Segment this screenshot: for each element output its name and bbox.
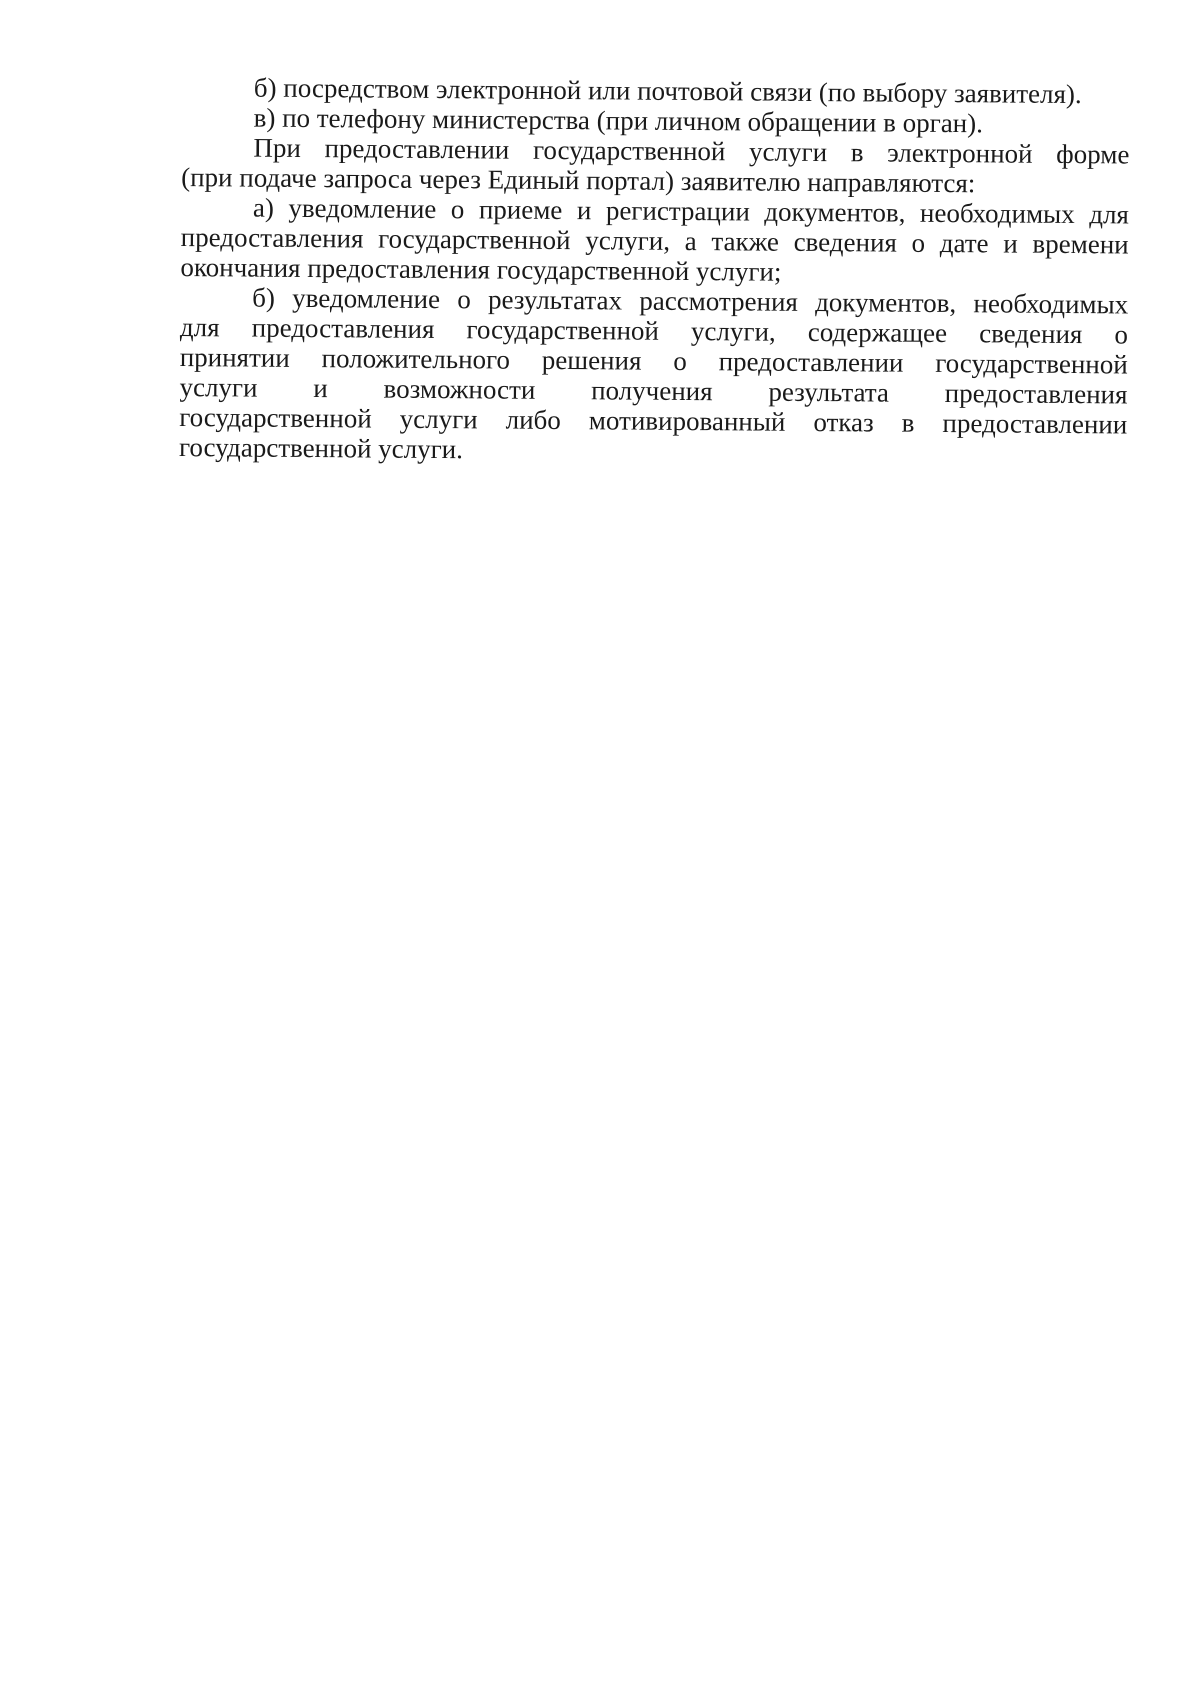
- text-line: для предоставления государственной услуги, содержащее сведения о: [179, 311, 1129, 350]
- text-line: б) уведомление о результатах рассмотрения документов, необходимых: [252, 282, 1129, 320]
- text-line: а) уведомление о приеме и регистрации документов, необходимых для: [252, 192, 1130, 230]
- text-line: в) по телефону министерства (при личном обращении в орган).: [253, 102, 984, 139]
- text-line: При предоставлении государственной услуги в электронной форме: [253, 132, 1130, 170]
- text-line: (при подаче запроса через Единый портал) заявителю направляются:: [181, 161, 976, 199]
- text-line: б) посредством электронной или почтовой связи (по выбору заявителя).: [253, 72, 1082, 110]
- text-line: окончания предоставления государственной услуги;: [180, 251, 782, 287]
- text-line: государственной услуги либо мотивированный отказ в предоставлении: [179, 401, 1128, 440]
- text-line: предоставления государственной услуги, а также сведения о дате и времени: [180, 221, 1129, 260]
- text-line: услуги и возможности получения результата предоставления: [179, 371, 1128, 410]
- text-line: государственной услуги.: [178, 431, 464, 465]
- document-body: [179, 72, 1130, 469]
- text-line: принятии положительного решения о предоставлении государственной: [179, 341, 1128, 380]
